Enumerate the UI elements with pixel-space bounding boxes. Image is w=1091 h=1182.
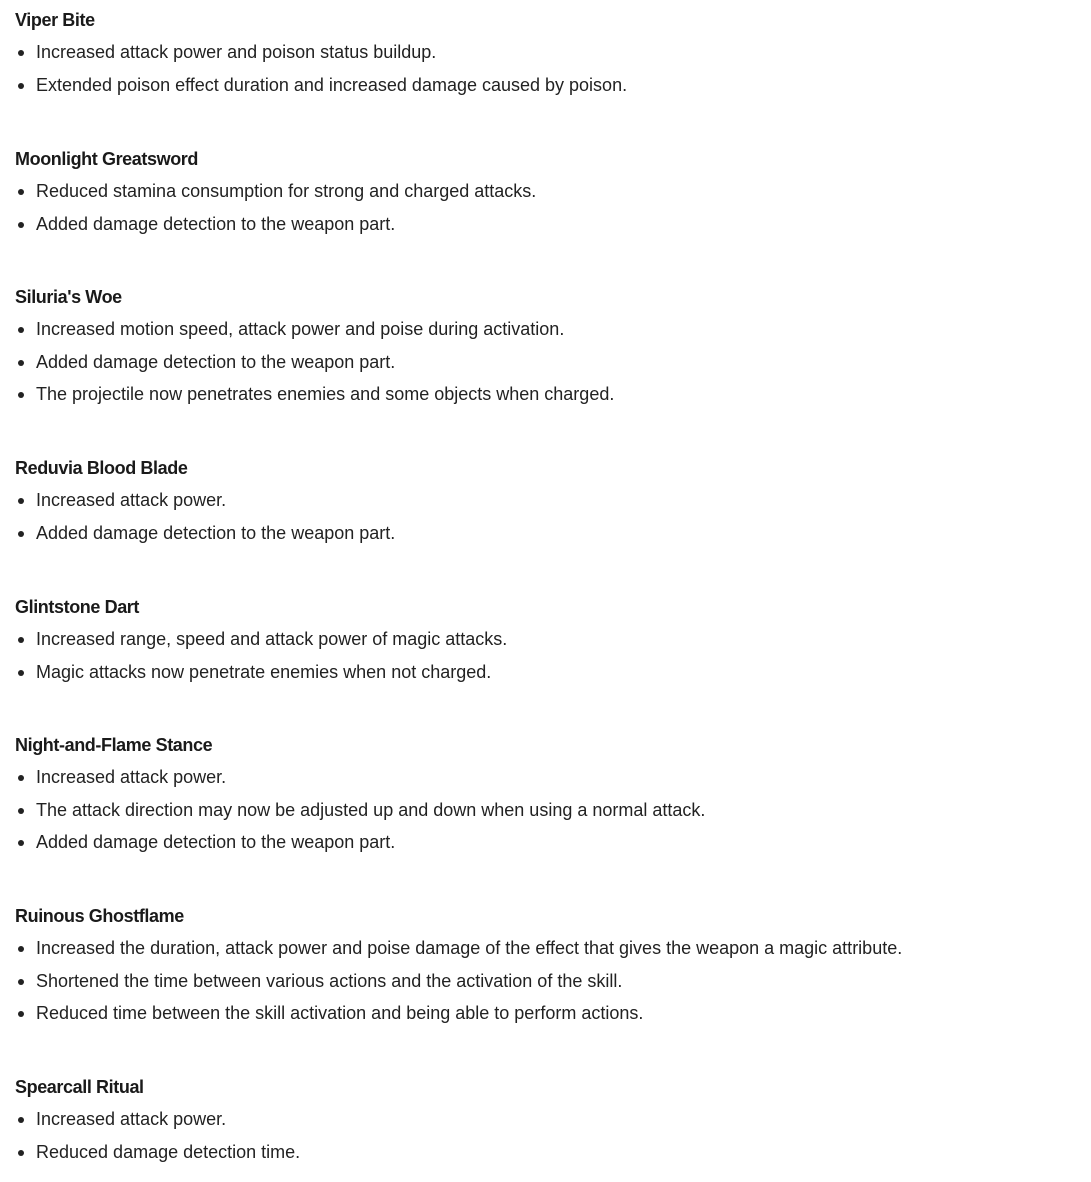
section-night-and-flame-stance — [15, 733, 1075, 863]
section-glintstone-dart — [15, 595, 1075, 692]
list-item: The projectile now penetrates enemies and some objects when charged. — [15, 382, 1075, 406]
section-ruinous-ghostflame — [15, 904, 1075, 1034]
list-item: Reduced time between the skill activation and being able to perform actions. — [15, 1001, 1075, 1025]
bullet-list — [15, 627, 1075, 684]
section-title: Moonlight Greatsword — [15, 149, 198, 169]
section-reduvia-blood-blade — [15, 456, 1075, 553]
section-title: Glintstone Dart — [15, 597, 140, 617]
section-title: Reduvia Blood Blade — [15, 458, 188, 478]
bullet-list — [15, 40, 1075, 97]
section-title: Spearcall Ritual — [15, 1077, 144, 1097]
list-item: The attack direction may now be adjusted up and down when using a normal attack. — [15, 798, 1075, 822]
bullet-list — [15, 179, 1075, 236]
section-title: Night-and-Flame Stance — [15, 735, 213, 755]
list-item: Extended poison effect duration and increased damage caused by poison. — [15, 73, 1075, 97]
bullet-list — [15, 317, 1075, 406]
bullet-list — [15, 936, 1075, 1025]
list-item: Increased the duration, attack power and poise damage of the effect that gives the weapon a magic attribute. — [15, 936, 1075, 960]
list-item: Added damage detection to the weapon part. — [15, 521, 1075, 545]
section-title: Ruinous Ghostflame — [15, 906, 184, 926]
bullet-list — [15, 765, 1075, 854]
list-item: Magic attacks now penetrate enemies when not charged. — [15, 660, 1075, 684]
list-item: Reduced stamina consumption for strong and charged attacks. — [15, 179, 1075, 203]
list-item: Added damage detection to the weapon part. — [15, 350, 1075, 374]
list-item: Added damage detection to the weapon part. — [15, 830, 1075, 854]
list-item: Increased attack power. — [15, 765, 1075, 789]
list-item: Increased attack power. — [15, 1107, 1075, 1131]
section-spearcall-ritual — [15, 1075, 1075, 1172]
list-item: Reduced damage detection time. — [15, 1140, 1075, 1164]
section-title: Viper Bite — [15, 10, 95, 30]
list-item: Increased attack power and poison status buildup. — [15, 40, 1075, 64]
section-silurias-woe — [15, 285, 1075, 415]
list-item: Increased motion speed, attack power and poise during activation. — [15, 317, 1075, 341]
list-item: Shortened the time between various actions and the activation of the skill. — [15, 969, 1075, 993]
section-title: Siluria's Woe — [15, 287, 122, 307]
list-item: Increased range, speed and attack power of magic attacks. — [15, 627, 1075, 651]
section-moonlight-greatsword — [15, 147, 1075, 244]
bullet-list — [15, 1107, 1075, 1164]
section-viper-bite — [15, 8, 1075, 105]
list-item: Increased attack power. — [15, 488, 1075, 512]
list-item: Added damage detection to the weapon part. — [15, 212, 1075, 236]
bullet-list — [15, 488, 1075, 545]
